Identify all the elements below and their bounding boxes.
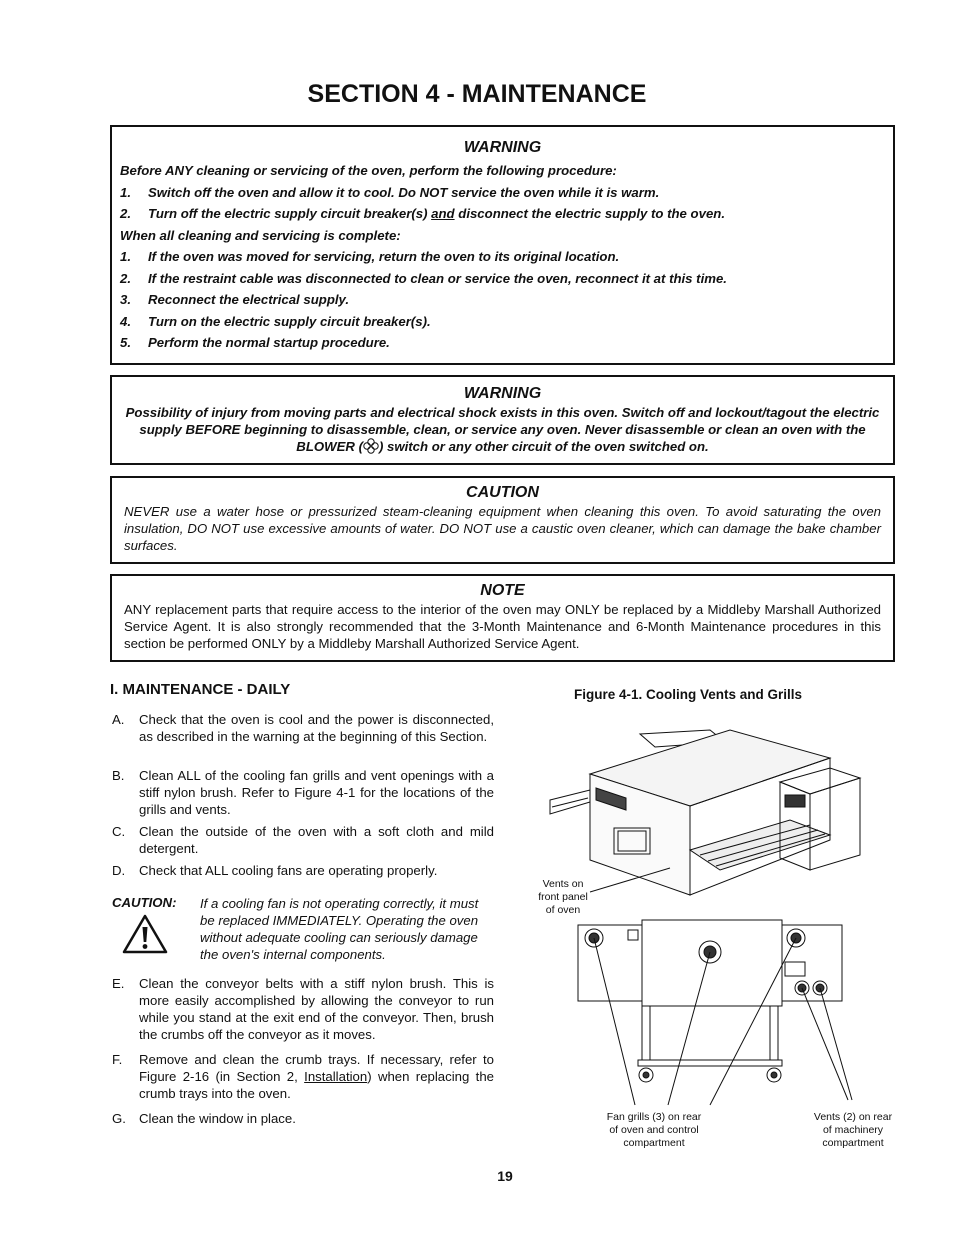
warning-body: Possibility of injury from moving parts and electrical shock exists in this oven. Switch off and lockout/tagout the electric supply BEFORE beginning to disassemble, clean, or service any oven. Never disassemble or clean an oven with the BLOWER ( ) switch or any other circuit of the oven switched on. [125,405,880,454]
warning-line: Before ANY cleaning or servicing of the oven, perform the following procedure: [120,163,617,178]
figure-caption: Figure 4-1. Cooling Vents and Grills [574,687,803,702]
warning-triangle-icon [122,913,168,955]
callout-text: Vents (2) on rear of machinery compartment [813,1111,893,1149]
step-item [112,1051,494,1102]
warning-line: 1. If the oven was moved for servicing, return the oven to its original location. [120,249,620,264]
warning-line: When all cleaning and servicing is complete: [120,227,401,243]
callout-text: Fan grills (3) on rear of oven and control compartment [606,1111,702,1149]
step-letter: G. [112,1111,126,1126]
note-box [110,574,895,662]
step-text: Check that the oven is cool and the power is disconnected, as described in the warning at the beginning of this Section. [139,712,494,744]
warning-line: 2. If the restraint cable was disconnected to clean or service the oven, reconnect it at this time. [120,270,727,286]
step-letter: A. [112,712,125,727]
warning-heading: WARNING [463,139,542,156]
step-letter: E. [112,976,125,991]
step-item [112,767,494,818]
step-item [112,823,494,857]
caution-box [110,476,895,564]
warning-line: 2. Turn off the electric supply circuit breaker(s) and disconnect the electric supply to the oven. [120,206,725,221]
warning-box-procedure [110,125,895,365]
oven-perspective-drawing [550,730,860,895]
caution-body: NEVER use a water hose or pressurized steam-cleaning equipment when cleaning this oven. To avoid saturating the oven insulation, DO NOT use excessive amounts of water. DO NOT use a caustic oven cleaner, which can damage the bake chamber surfaces. [124,504,881,553]
note-body: ANY replacement parts that require access to the interior of the oven may ONLY be replaced by a Middleby Marshall Authorized Service Agent. It is also strongly recommended that the 3-Month Maintenance and 6-Month Maintenance procedures in this section be performed ONLY by a Middleby Marshall Authorized Service Agent. [124,602,881,651]
warning-line: 4. Turn on the electric supply circuit breaker(s). [120,313,431,329]
blower-icon [363,438,379,454]
oven-illustration [530,720,910,1160]
step-letter: C. [112,824,126,839]
caution-heading: CAUTION [466,484,539,501]
step-letter: D. [112,863,126,878]
callout-text: Vents on front panel of oven [538,878,588,916]
step-text: Clean the outside of the oven with a soft cloth and mild detergent. [139,824,494,856]
oven-rear-view-drawing [578,920,842,1082]
step-item [112,862,494,879]
step-letter: B. [112,768,125,783]
page-title: SECTION 4 - MAINTENANCE [307,80,647,108]
step-text: Remove and clean the crumb trays. If necessary, refer to Figure 2-16 (in Section 2, Installation) when replacing the crumb trays into the oven. [139,1052,495,1101]
step-item [112,711,494,745]
page-number: 19 [497,1168,513,1184]
warning-line: 5. Perform the normal startup procedure. [120,335,390,350]
callout-vents-front [532,878,594,917]
step-letter: F. [112,1052,123,1067]
warning-line: 3. Reconnect the electrical supply. [120,292,350,307]
note-heading: NOTE [480,582,525,599]
step-text: Clean ALL of the cooling fan grills and vent openings with a stiff nylon brush. Refer to Figure 4-1 for the locations of the grills and vents. [139,768,494,817]
section-heading-daily: I. MAINTENANCE - DAILY [110,681,291,698]
callout-fan-grills [594,1111,714,1150]
step-item [112,1110,494,1127]
warning-box-injury [110,375,895,465]
warning-line: 1. Switch off the oven and allow it to cool. Do NOT service the oven while it is warm. [120,184,660,200]
step-text: Clean the window in place. [139,1111,296,1126]
callout-vents-rear [800,1111,906,1150]
warning-heading: WARNING [463,385,542,402]
caution-text: If a cooling fan is not operating correctly, it must be replaced IMMEDIATELY. Operating the oven without adequate cooling can seriously damage the oven's internal components. [200,896,479,962]
caution-label: CAUTION: [112,895,177,910]
step-text: Check that ALL cooling fans are operating properly. [139,863,438,878]
step-text: Clean the conveyor belts with a stiff nylon brush. This is more easily accomplished by allowing the conveyor to run while you stand at the exit end of the conveyor. Then, brush the crumbs off the conveyor as it moves. [139,976,494,1042]
step-item [112,975,494,1043]
